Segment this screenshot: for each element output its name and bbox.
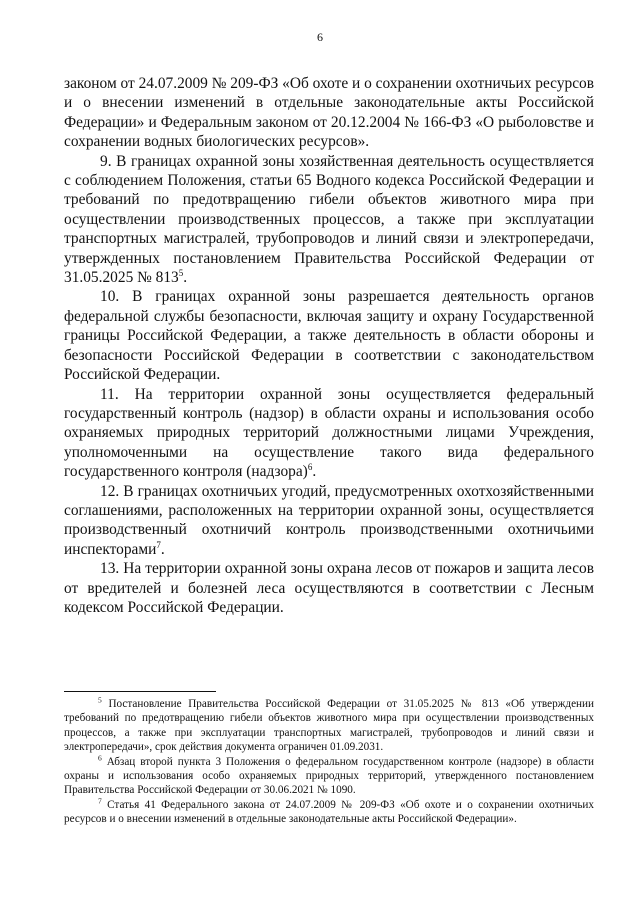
footnote-marker: 5 (98, 695, 102, 705)
footnote-text: Статья 41 Федерального закона от 24.07.2009 № 209-ФЗ «Об охоте и о сохранении охотничьих ресурсов и о внесении изменений в отдельные законодательные акты Российской Федерации». (64, 798, 595, 826)
footnote-ref-7[interactable]: 7 (156, 539, 161, 550)
footnote-text: Постановление Правительства Российской Федерации от 31.05.2025 № 813 «Об утверждении требований по предотвращению гибели объектов животного мира при осуществлении производственных процессов, а также при эксплуатации транспортных магистралей, трубопроводов и линий связи и электропередачи», срок действия документа ограничен 01.09.2031. (64, 698, 595, 754)
paragraph-13: 13. На территории охранной зоны охрана лесов от пожаров и защита лесов от вредителей и болезней леса осуществляются в соответствии с Лесным кодексом Российской Федерации. (64, 560, 594, 616)
footnote-marker: 6 (98, 752, 102, 762)
footnote-marker: 7 (98, 796, 102, 806)
footnote-5 (64, 697, 594, 755)
paragraph-continuation: законом от 24.07.2009 № 209-ФЗ «Об охоте и о сохранении охотничьих ресурсов и о внесении изменений в отдельные законодательные акты Российской Федерации» и Федеральным законом от 20.12.2004 № 166-ФЗ «О рыболовстве и сохранении водных биологических ресурсов». (64, 75, 594, 151)
paragraph-11-text: 11. На территории охранной зоны осуществляется федеральный государственный контроль (надзор) в области охраны и использования особо охраняемых природных территорий должностными лицами Учреждения, уполномоченными на осуществление такого вида федерального государственного контроля (надзора) (64, 385, 594, 481)
footnote-text: Абзац второй пункта 3 Положения о федеральном государственном контроле (надзоре) в области охраны и использования особо охраняемых природных территорий, утвержденного постановлением Правительства Российской Федерации от 30.06.2021 № 1090. (64, 755, 594, 797)
paragraph-11: 11. На территории охранной зоны осуществляется федеральный государственный контроль (надзор) в области охраны и использования особо охраняемых природных территорий должностными лицами Учреждения, уполномоченными на осуществление такого вида федерального государственного контроля (надзора)$^6$. (64, 385, 594, 481)
paragraph-10: 10. В границах охранной зоны разрешается деятельность органов федеральной службы безопасности, включая защиту и охрану Государственной границы Российской Федерации, а также деятельность в области обороны и безопасности Российской Федерации в соответствии с законодательством Российской Федерации. (64, 288, 594, 384)
footnote-separator (64, 691, 216, 692)
footnote-ref-6[interactable]: 6 (307, 462, 313, 472)
paragraph-9: 9. В границах охранной зоны хозяйственная деятельность осуществляется с соблюдением Положения, статьи 65 Водного кодекса Российской Федерации и требований по предотвращению гибели объектов животного мира при осуществлении производственных процессов, а также при эксплуатации транспортных магистралей, трубопроводов и линий связи и электропередачи, утвержденных постановлением Правительства Российской Федерации от 31.05.2025 № $813^5$. (64, 152, 594, 287)
page-number: 6 (317, 30, 323, 44)
footnote-ref-5[interactable]: 5 (178, 267, 184, 278)
document-body (64, 74, 594, 617)
footnotes (64, 697, 594, 827)
footnote-7 (64, 798, 594, 827)
paragraph-12-text: 12. В границах охотничьих угодий, предусмотренных охотхозяйственными соглашениями, расположенных на территории охранной зоны, осуществляется производственный охотничий контроль производственными охотничьими инспекторами (64, 482, 594, 558)
footnote-6 (64, 752, 594, 798)
paragraph-12: 12. В границах охотничьих угодий, предусмотренных охотхозяйственными соглашениями, расположенных на территории охранной зоны, осуществляется производственный охотничий контроль производственными охотничьими инспекторами$^7$. (64, 482, 594, 558)
paragraph-9-text: 9. В границах охранной зоны хозяйственная деятельность осуществляется с соблюдением Положения, статьи 65 Водного кодекса Российской Федерации и требований по предотвращению гибели объектов животного мира при осуществлении производственных процессов, а также при эксплуатации транспортных магистралей, трубопроводов и линий связи и электропередачи, утвержденных постановлением Правительства Российской Федерации от 31.05.2025 № 813 (64, 152, 594, 287)
